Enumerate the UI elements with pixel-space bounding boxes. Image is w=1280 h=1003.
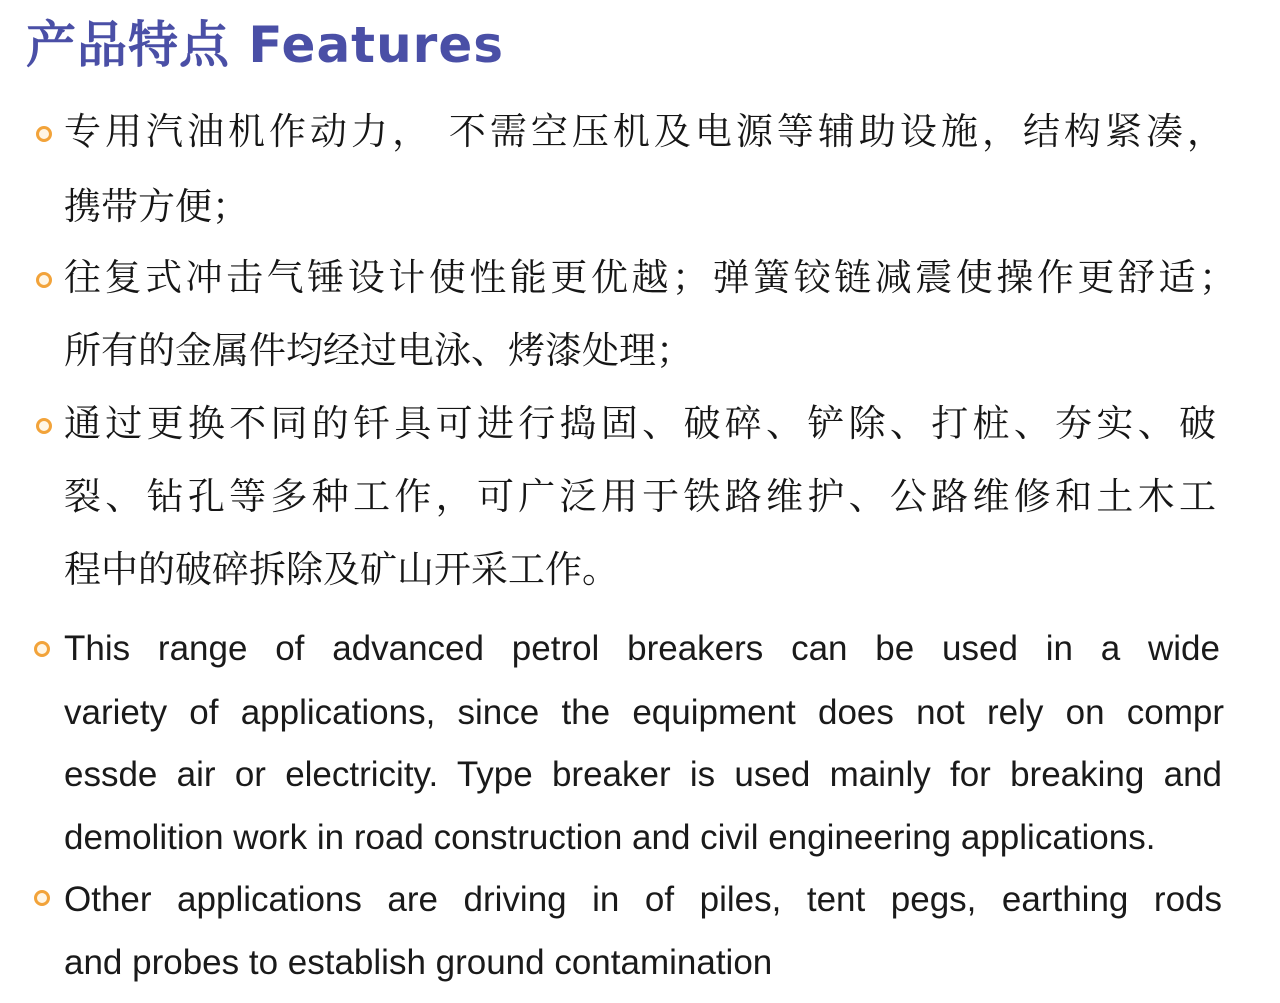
orange-circle-bullet-icon (34, 641, 50, 657)
feature-text-line: 专用汽油机作动力， 不需空压机及电源等辅助设施，结构紧凑， (64, 110, 1224, 153)
orange-circle-bullet-icon (34, 890, 50, 906)
feature-text-line: demolition work in road construction and civil engineering applications. (64, 818, 1156, 857)
feature-text-line: and probes to establish ground contamination (64, 943, 773, 982)
feature-text-line: This range of advanced petrol breakers can be used in a wide (64, 629, 1220, 668)
feature-text-line: Other applications are driving in of piles, tent pegs, earthing rods (64, 880, 1222, 919)
feature-text-line: 所有的金属件均经过电泳、烤漆处理； (64, 329, 693, 372)
orange-circle-bullet-icon (36, 272, 52, 288)
orange-circle-bullet-icon (36, 126, 52, 142)
orange-circle-bullet-icon (36, 418, 52, 434)
feature-text-line: variety of applications, since the equipment does not rely on compr (64, 693, 1224, 732)
feature-text-line: 携带方便； (64, 185, 249, 228)
page-title: 产品特点 Features (26, 16, 505, 74)
feature-text-line: 通过更换不同的钎具可进行捣固、破碎、铲除、打桩、夯实、破 (64, 402, 1216, 445)
feature-text-line: 裂、钻孔等多种工作，可广泛用于铁路维护、公路维修和土木工 (64, 475, 1216, 518)
feature-text-line: essde air or electricity. Type breaker is used mainly for breaking and (64, 755, 1222, 794)
feature-text-line: 往复式冲击气锤设计使性能更优越；弹簧铰链减震使操作更舒适； (64, 256, 1236, 299)
feature-text-line: 程中的破碎拆除及矿山开采工作。 (64, 548, 619, 591)
